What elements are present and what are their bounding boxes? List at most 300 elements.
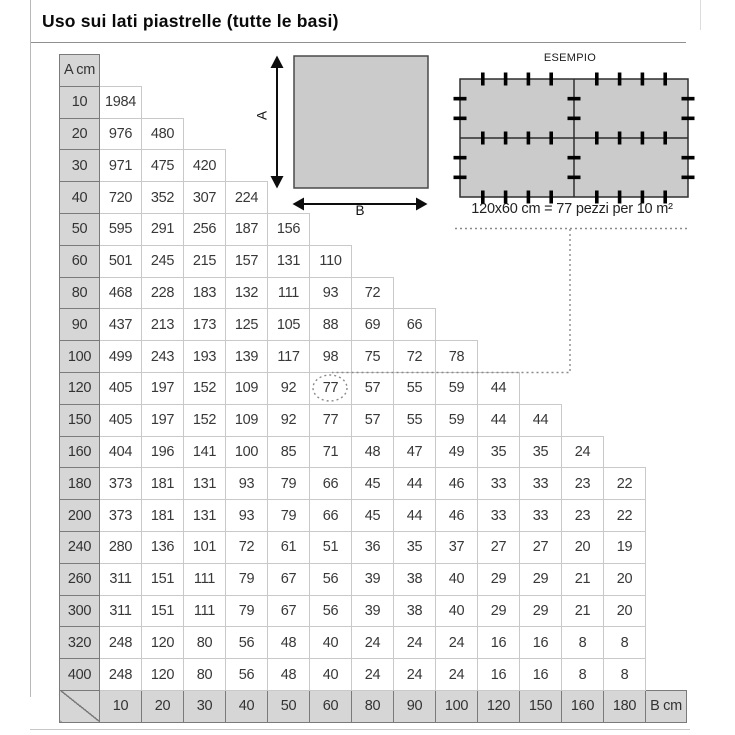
blank-cell [604,404,646,436]
value-cell: 101 [184,531,226,563]
row-header: 60 [60,245,100,277]
value-cell: 92 [268,404,310,436]
value-cell: 181 [142,468,184,500]
blank-cell [352,150,394,182]
value-cell: 8 [562,659,604,691]
value-cell: 66 [310,500,352,532]
blank-cell [478,245,520,277]
value-cell: 80 [184,659,226,691]
value-cell: 311 [100,563,142,595]
value-cell: 93 [226,500,268,532]
value-cell: 139 [226,341,268,373]
blank-cell [268,86,310,118]
highlighted-value-cell: 77 [310,372,352,404]
value-cell: 66 [310,468,352,500]
row-header: 260 [60,563,100,595]
value-cell: 69 [352,309,394,341]
value-cell: 215 [184,245,226,277]
row-header: 400 [60,659,100,691]
blank-cell [646,468,687,500]
blank-cell [436,86,478,118]
blank-cell [646,150,687,182]
blank-cell [310,213,352,245]
value-cell: 111 [184,595,226,627]
value-cell: 20 [604,595,646,627]
value-cell: 437 [100,309,142,341]
page-title: Uso sui lati piastrelle (tutte le basi) [42,11,339,31]
value-cell: 971 [100,150,142,182]
value-cell: 19 [604,531,646,563]
value-cell: 56 [310,595,352,627]
blank-cell [142,86,184,118]
col-header: 150 [520,690,562,722]
value-cell: 79 [226,563,268,595]
value-cell: 24 [562,436,604,468]
value-cell: 40 [310,627,352,659]
value-cell: 51 [310,531,352,563]
value-cell: 197 [142,404,184,436]
value-cell: 243 [142,341,184,373]
table-row [60,277,687,309]
blank-cell [268,118,310,150]
value-cell: 20 [562,531,604,563]
table-row [60,595,687,627]
value-cell: 27 [520,531,562,563]
value-cell: 24 [394,627,436,659]
col-header: 160 [562,690,604,722]
value-cell: 420 [184,150,226,182]
blank-cell [604,150,646,182]
blank-cell [562,86,604,118]
row-header: 150 [60,404,100,436]
blank-cell [646,563,687,595]
table-row [60,531,687,563]
value-cell: 245 [142,245,184,277]
value-cell: 66 [394,309,436,341]
value-cell: 193 [184,341,226,373]
value-cell: 307 [184,182,226,214]
blank-cell [184,55,226,87]
value-cell: 40 [436,595,478,627]
blank-cell [436,118,478,150]
value-cell: 8 [604,659,646,691]
value-cell: 213 [142,309,184,341]
value-cell: 39 [352,563,394,595]
blank-cell [520,118,562,150]
blank-cell [520,150,562,182]
value-cell: 157 [226,245,268,277]
blank-cell [352,118,394,150]
value-cell: 156 [268,213,310,245]
value-cell: 40 [436,563,478,595]
value-cell: 405 [100,404,142,436]
value-cell: 72 [352,277,394,309]
blank-cell [562,372,604,404]
value-cell: 33 [520,468,562,500]
table-row [60,563,687,595]
value-cell: 1984 [100,86,142,118]
row-header: 160 [60,436,100,468]
col-header: 20 [142,690,184,722]
row-header: 200 [60,500,100,532]
value-cell: 248 [100,659,142,691]
blank-cell [268,150,310,182]
value-cell: 33 [520,500,562,532]
blank-cell [436,245,478,277]
value-cell: 33 [478,500,520,532]
table-row [60,659,687,691]
value-cell: 38 [394,563,436,595]
value-cell: 120 [142,627,184,659]
blank-cell [478,341,520,373]
value-cell: 595 [100,213,142,245]
value-cell: 24 [352,659,394,691]
value-cell: 111 [184,563,226,595]
table-row [60,213,687,245]
row-header: 90 [60,309,100,341]
table-row [60,341,687,373]
value-cell: 131 [184,500,226,532]
value-cell: 499 [100,341,142,373]
value-cell: 16 [478,627,520,659]
blank-cell [478,118,520,150]
value-cell: 480 [142,118,184,150]
value-cell: 131 [268,245,310,277]
value-cell: 78 [436,341,478,373]
blank-cell [646,500,687,532]
value-cell: 117 [268,341,310,373]
value-cell: 976 [100,118,142,150]
blank-cell [520,245,562,277]
blank-cell [646,309,687,341]
value-cell: 8 [562,627,604,659]
col-header: 30 [184,690,226,722]
value-cell: 57 [352,404,394,436]
value-cell: 46 [436,468,478,500]
col-header: 10 [100,690,142,722]
blank-cell [604,213,646,245]
value-cell: 40 [310,659,352,691]
blank-cell [436,213,478,245]
blank-cell [184,86,226,118]
blank-cell [394,150,436,182]
value-cell: 152 [184,404,226,436]
value-cell: 72 [394,341,436,373]
blank-cell [520,86,562,118]
blank-cell [436,277,478,309]
table-row [60,372,687,404]
value-cell: 49 [436,436,478,468]
value-cell: 37 [436,531,478,563]
value-cell: 16 [520,659,562,691]
blank-cell [394,213,436,245]
col-header: 120 [478,690,520,722]
value-cell: 61 [268,531,310,563]
blank-cell [478,86,520,118]
value-cell: 88 [310,309,352,341]
value-cell: 67 [268,563,310,595]
table-row [60,627,687,659]
blank-cell [394,182,436,214]
row-header: 50 [60,213,100,245]
row-header: 10 [60,86,100,118]
blank-cell [646,436,687,468]
value-cell: 29 [520,563,562,595]
value-cell: 35 [520,436,562,468]
table-row [60,404,687,436]
blank-cell [562,150,604,182]
value-cell: 79 [268,468,310,500]
blank-cell [646,659,687,691]
blank-cell [646,245,687,277]
page-right-border [700,0,701,30]
value-cell: 93 [310,277,352,309]
value-cell: 248 [100,627,142,659]
blank-cell [310,86,352,118]
blank-cell [478,213,520,245]
value-cell: 16 [478,659,520,691]
row-header: 120 [60,372,100,404]
blank-cell [604,245,646,277]
blank-cell [646,118,687,150]
a-axis-label: A cm [60,55,100,87]
value-cell: 59 [436,372,478,404]
value-cell: 93 [226,468,268,500]
blank-cell [310,55,352,87]
blank-cell [604,118,646,150]
value-cell: 468 [100,277,142,309]
value-cell: 22 [604,468,646,500]
row-header: 40 [60,182,100,214]
dimension-b-label: B [355,203,365,218]
value-cell: 24 [352,627,394,659]
table-row [60,245,687,277]
blank-cell [604,436,646,468]
value-cell: 125 [226,309,268,341]
blank-cell [142,55,184,87]
value-cell: 75 [352,341,394,373]
value-cell: 405 [100,372,142,404]
value-cell: 44 [478,372,520,404]
value-cell: 85 [268,436,310,468]
value-cell: 151 [142,595,184,627]
value-cell: 92 [268,372,310,404]
value-cell: 23 [562,468,604,500]
col-header: 50 [268,690,310,722]
blank-cell [268,182,310,214]
blank-cell [604,86,646,118]
blank-cell [310,118,352,150]
value-cell: 79 [268,500,310,532]
value-cell: 55 [394,404,436,436]
blank-cell [478,309,520,341]
value-cell: 183 [184,277,226,309]
value-cell: 228 [142,277,184,309]
value-cell: 196 [142,436,184,468]
blank-cell [100,55,142,87]
col-header: 100 [436,690,478,722]
value-cell: 48 [268,627,310,659]
value-cell: 109 [226,404,268,436]
col-header: 90 [394,690,436,722]
value-cell: 44 [394,500,436,532]
blank-cell [436,309,478,341]
diagonal-corner-cell [60,690,100,722]
blank-cell [520,213,562,245]
blank-cell [352,86,394,118]
col-header: 40 [226,690,268,722]
blank-cell [646,531,687,563]
value-cell: 197 [142,372,184,404]
value-cell: 33 [478,468,520,500]
value-cell: 100 [226,436,268,468]
blank-cell [394,245,436,277]
value-cell: 77 [310,404,352,436]
title-underline [31,42,686,43]
value-cell: 98 [310,341,352,373]
blank-cell [520,341,562,373]
value-cell: 109 [226,372,268,404]
value-cell: 48 [352,436,394,468]
value-cell: 72 [226,531,268,563]
blank-cell [562,341,604,373]
blank-cell [562,277,604,309]
blank-cell [604,309,646,341]
value-cell: 111 [268,277,310,309]
blank-cell [520,277,562,309]
blank-cell [562,309,604,341]
b-axis-label: B cm [646,690,687,722]
value-cell: 57 [352,372,394,404]
value-cell: 35 [394,531,436,563]
table-row [60,86,687,118]
value-cell: 152 [184,372,226,404]
blank-cell [562,245,604,277]
value-cell: 720 [100,182,142,214]
table-row [60,500,687,532]
table-row [60,150,687,182]
value-cell: 8 [604,627,646,659]
blank-cell [352,55,394,87]
value-cell: 131 [184,468,226,500]
blank-cell [268,55,310,87]
blank-cell [478,150,520,182]
example-title: ESEMPIO [543,52,597,64]
value-cell: 105 [268,309,310,341]
value-cell: 136 [142,531,184,563]
value-cell: 187 [226,213,268,245]
dimension-a-label: A [254,111,270,121]
value-cell: 23 [562,500,604,532]
col-header: 80 [352,690,394,722]
value-cell: 20 [604,563,646,595]
blank-cell [352,245,394,277]
pieces-table [59,54,687,723]
value-cell: 173 [184,309,226,341]
blank-cell [352,213,394,245]
value-cell: 475 [142,150,184,182]
blank-cell [394,118,436,150]
value-cell: 224 [226,182,268,214]
col-header: 60 [310,690,352,722]
blank-cell [604,372,646,404]
value-cell: 46 [436,500,478,532]
value-cell: 120 [142,659,184,691]
page-bottom-border [30,729,690,730]
table-row [60,468,687,500]
blank-cell [520,309,562,341]
table-row [60,309,687,341]
value-cell: 373 [100,500,142,532]
value-cell: 59 [436,404,478,436]
value-cell: 404 [100,436,142,468]
col-header: 180 [604,690,646,722]
blank-cell [478,277,520,309]
blank-cell [520,372,562,404]
blank-cell [604,341,646,373]
value-cell: 48 [268,659,310,691]
value-cell: 16 [520,627,562,659]
table-row [60,118,687,150]
row-header: 300 [60,595,100,627]
blank-cell [646,341,687,373]
blank-cell [184,118,226,150]
row-header: 320 [60,627,100,659]
row-header: 30 [60,150,100,182]
blank-cell [436,150,478,182]
row-header: 180 [60,468,100,500]
value-cell: 110 [310,245,352,277]
blank-cell [646,627,687,659]
value-cell: 39 [352,595,394,627]
value-cell: 45 [352,468,394,500]
blank-cell [646,372,687,404]
blank-cell [562,404,604,436]
row-header: 20 [60,118,100,150]
value-cell: 80 [184,627,226,659]
value-cell: 132 [226,277,268,309]
value-cell: 501 [100,245,142,277]
blank-cell [646,86,687,118]
value-cell: 24 [394,659,436,691]
value-cell: 67 [268,595,310,627]
value-cell: 27 [478,531,520,563]
value-cell: 56 [226,627,268,659]
value-cell: 35 [478,436,520,468]
value-cell: 21 [562,563,604,595]
value-cell: 29 [478,595,520,627]
row-header: 240 [60,531,100,563]
value-cell: 79 [226,595,268,627]
value-cell: 256 [184,213,226,245]
blank-cell [646,404,687,436]
value-cell: 44 [478,404,520,436]
blank-cell [562,118,604,150]
blank-cell [310,150,352,182]
blank-cell [226,150,268,182]
value-cell: 21 [562,595,604,627]
value-cell: 29 [478,563,520,595]
table-row [60,436,687,468]
blank-cell [646,277,687,309]
page-left-border [30,0,31,697]
blank-cell [394,277,436,309]
blank-cell [646,213,687,245]
value-cell: 22 [604,500,646,532]
value-cell: 151 [142,563,184,595]
value-cell: 141 [184,436,226,468]
value-cell: 280 [100,531,142,563]
